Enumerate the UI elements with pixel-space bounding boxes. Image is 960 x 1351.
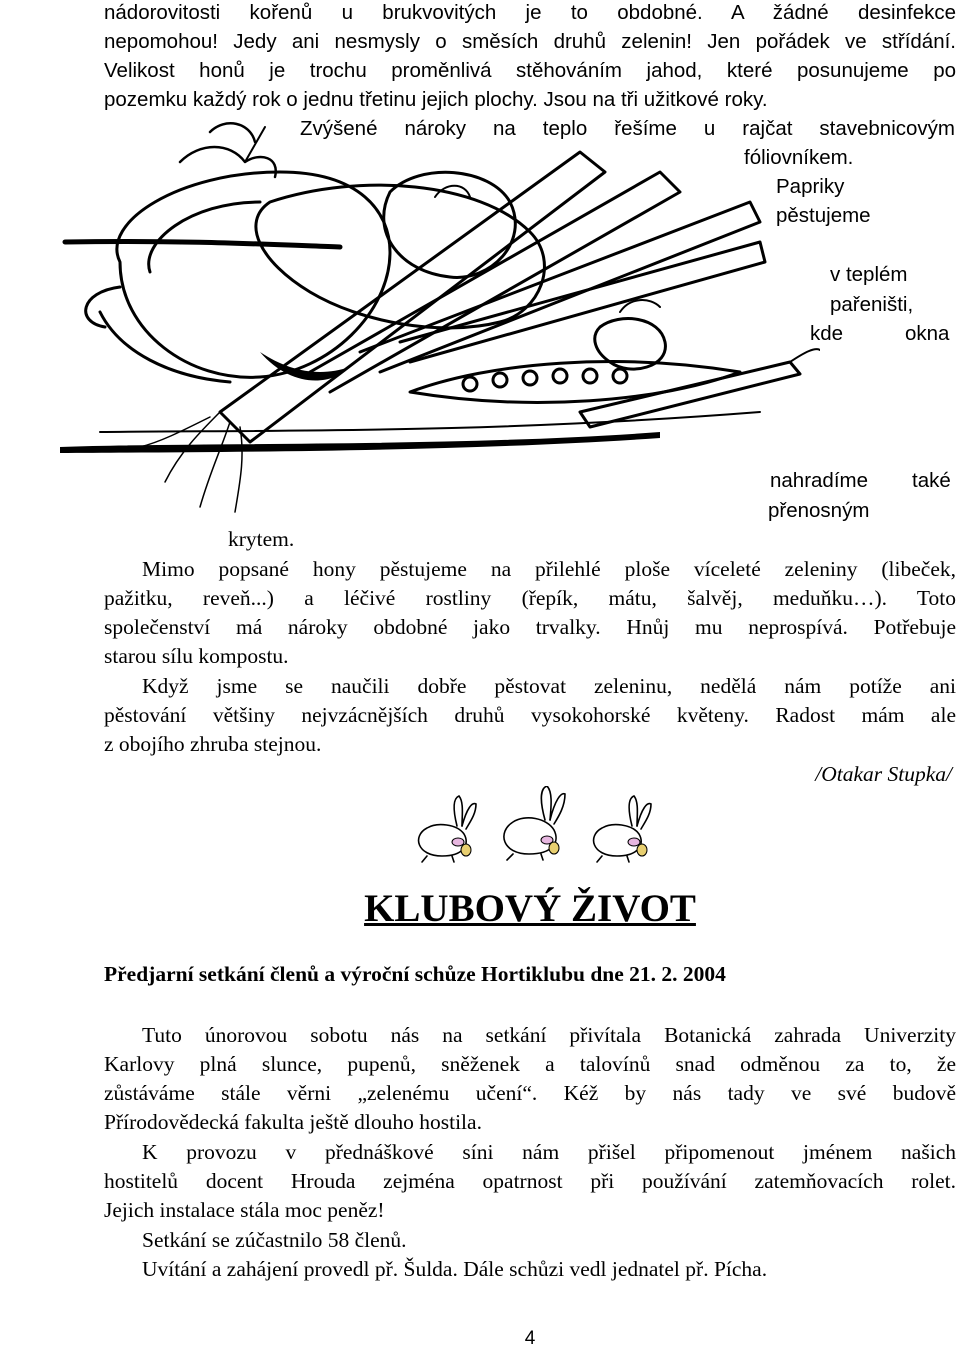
paragraph-line: hostitelů docent Hrouda zejména opatrnost při používání zatemňovacích rolet. (104, 1169, 956, 1193)
paragraph-line: starou sílu kompostu. (104, 644, 289, 668)
wrapped-text-line: fóliovníkem. (744, 146, 854, 169)
vegetable-illustration (60, 112, 820, 532)
paragraph-line: Velikost honů je trochu proměnlivá stěhováním jahod, které posunujeme po (104, 59, 956, 82)
paragraph-line: Setkání se zúčastnilo 58 členů. (142, 1228, 407, 1252)
paragraph-line: Mimo popsané hony pěstujeme na přilehlé ploše víceleté zeleniny (libeček, (142, 557, 956, 581)
wrapped-text-line: nahradíme (770, 469, 869, 492)
paragraph-line: zůstáváme stále věrni „zelenému učení“. Kéž by nás tady ve své budově (104, 1081, 956, 1105)
paragraph-line: Přírodovědecká fakulta ještě dlouho hostila. (104, 1110, 482, 1134)
paragraph-line: nádorovitosti kořenů u brukvovitých je to obdobné. A žádné desinfekce (104, 1, 956, 24)
paragraph-line: Uvítání a zahájení provedl př. Šulda. Dále schůzi vedl jednatel př. Pícha. (142, 1257, 768, 1281)
author-signature: /Otakar Stupka/ (815, 762, 952, 786)
paragraph-line: Karlovy plná slunce, pupenů, sněženek a talovínů snad odměnou za to, že (104, 1052, 956, 1076)
paragraph-line: společenství má nároky obdobné jako trvalky. Hnůj mu neprospívá. Potřebuje (104, 615, 956, 639)
paragraph-line: nepomohou! Jedy ani nesmysly o směsích druhů zelenin! Jen pořádek ve střídání. (104, 30, 956, 53)
wrapped-text-line: okna (905, 322, 950, 345)
wrapped-text-line: v teplém (830, 263, 908, 286)
section-heading: KLUBOVÝ ŽIVOT (364, 887, 696, 930)
paragraph-line: pažitku, reveň...) a léčivé rostliny (řepík, mátu, šalvěj, meduňku…). Toto (104, 586, 956, 610)
wrapped-text-line: pěstujeme (776, 204, 871, 227)
paragraph-line: K provozu v přednáškové síni nám přišel připomenout jménem našich (142, 1140, 956, 1164)
wrapped-text-line: přenosným (768, 499, 870, 522)
wrapped-text-line: Zvýšené nároky na teplo řešíme u rajčat stavebnicovým (300, 117, 955, 140)
wrapped-text-line: pařeništi, (830, 293, 914, 316)
paragraph-line: z obojího zhruba stejnou. (104, 732, 322, 756)
paragraph-line: Když jsme se naučili dobře pěstovat zeleninu, nedělá nám potíže ani (142, 674, 956, 698)
wrapped-text-line: krytem. (228, 527, 295, 551)
paragraph-line: Tuto únorovou sobotu nás na setkání přivítala Botanická zahrada Univerzity (142, 1023, 956, 1047)
paragraph-line: Jejich instalace stála moc peněz! (104, 1198, 385, 1222)
wrapped-text-line: také (912, 469, 951, 492)
paragraph-line: pěstování většiny nejvzácnějších druhů vysokohorské květeny. Radost mám ale (104, 703, 956, 727)
bunnies-decoration (402, 786, 702, 866)
article-subheading: Předjarní setkání členů a výroční schůze Hortiklubu dne 21. 2. 2004 (104, 962, 726, 986)
wrapped-text-line: Papriky (776, 175, 845, 198)
wrapped-text-line: kde (810, 322, 844, 345)
page-number: 4 (524, 1328, 536, 1349)
paragraph-line: pozemku každý rok o jednu třetinu jejich plochy. Jsou na tři užitkové roky. (104, 88, 768, 111)
